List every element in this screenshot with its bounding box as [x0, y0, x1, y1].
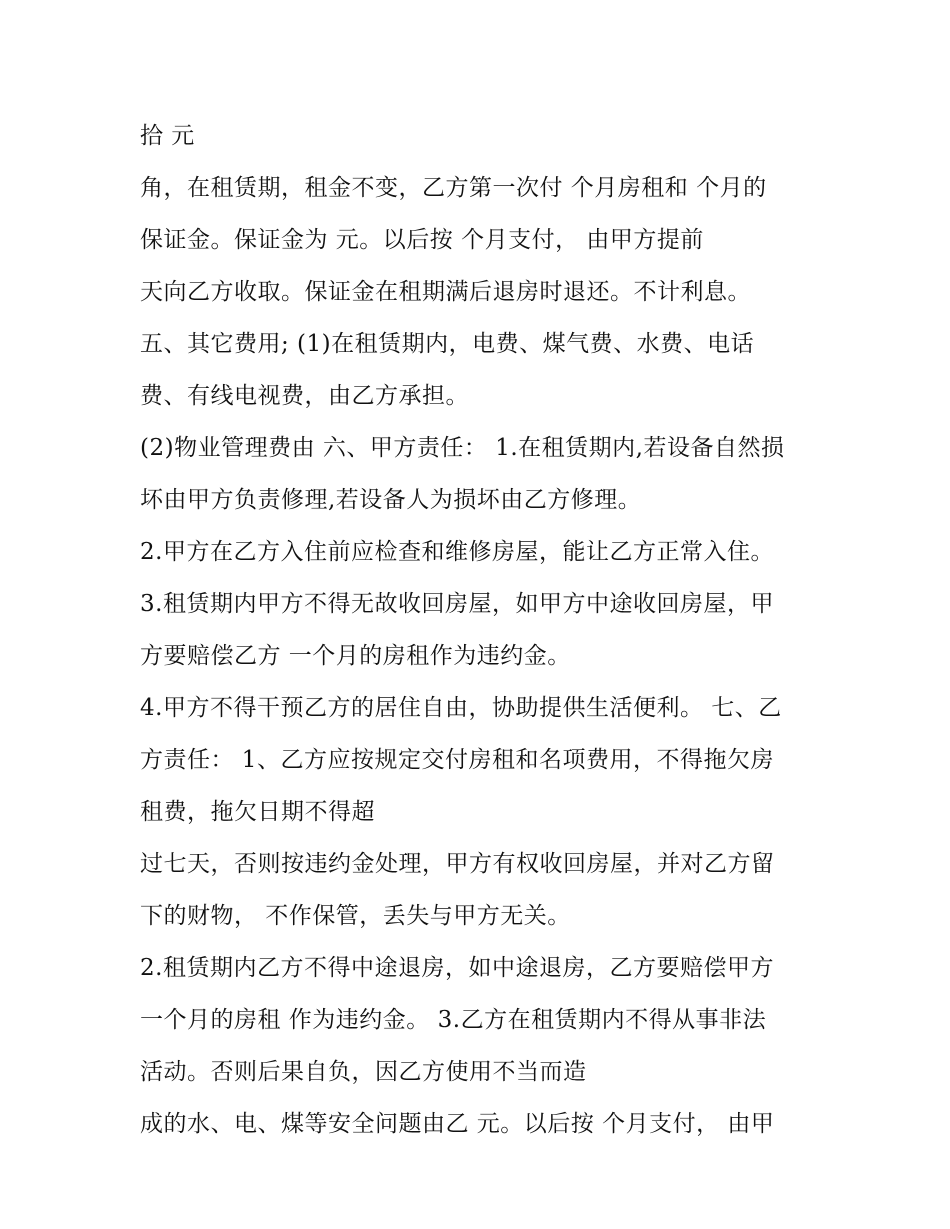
text-line: 2.租赁期内乙方不得中途退房，如中途退房，乙方要赔偿甲方	[140, 955, 774, 981]
text-line: 方责任： 1、乙方应按规定交付房租和名项费用，不得拖欠房	[140, 747, 774, 773]
text-line: 租费，拖欠日期不得超	[140, 799, 375, 825]
text-line: 下的财物， 不作保管，丢失与甲方无关。	[140, 903, 571, 929]
text-line: 拾 元	[140, 123, 195, 149]
text-line: 2.甲方在乙方入住前应检查和维修房屋，能让乙方正常入住。	[140, 539, 774, 565]
text-line: 活动。否则后果自负，因乙方使用不当而造	[140, 1059, 587, 1085]
text-line: 五、其它费用; (1)在租赁期内，电费、煤气费、水费、电话	[140, 331, 755, 357]
text-line: 坏由甲方负责修理,若设备人为损坏由乙方修理。	[140, 487, 642, 513]
text-line: 3.租赁期内甲方不得无故收回房屋，如甲方中途收回房屋，甲	[140, 591, 774, 617]
text-line: 方要赔偿乙方 一个月的房租作为违约金。	[140, 643, 571, 669]
text-line: 费、有线电视费，由乙方承担。	[140, 383, 469, 409]
text-line: 4.甲方不得干预乙方的居住自由，协助提供生活便利。 七、乙	[140, 695, 782, 721]
text-line: (2)物业管理费由 六、甲方责任： 1.在租赁期内,若设备自然损	[140, 435, 785, 461]
text-line: 角，在租赁期，租金不变，乙方第一次付 个月房租和 个月的	[140, 175, 767, 201]
text-line: 过七天，否则按违约金处理，甲方有权收回房屋，并对乙方留	[140, 851, 775, 877]
text-line: 保证金。保证金为 元。以后按 个月支付， 由甲方提前	[140, 227, 704, 253]
text-line: 成的水、电、煤等安全问题由乙 元。以后按 个月支付， 由甲	[140, 1111, 775, 1137]
text-line: 天向乙方收取。保证金在租期满后退房时退还。不计利息。	[140, 279, 751, 305]
document-body	[140, 110, 820, 1150]
text-line: 一个月的房租 作为违约金。 3.乙方在租赁期内不得从事非法	[140, 1007, 767, 1033]
